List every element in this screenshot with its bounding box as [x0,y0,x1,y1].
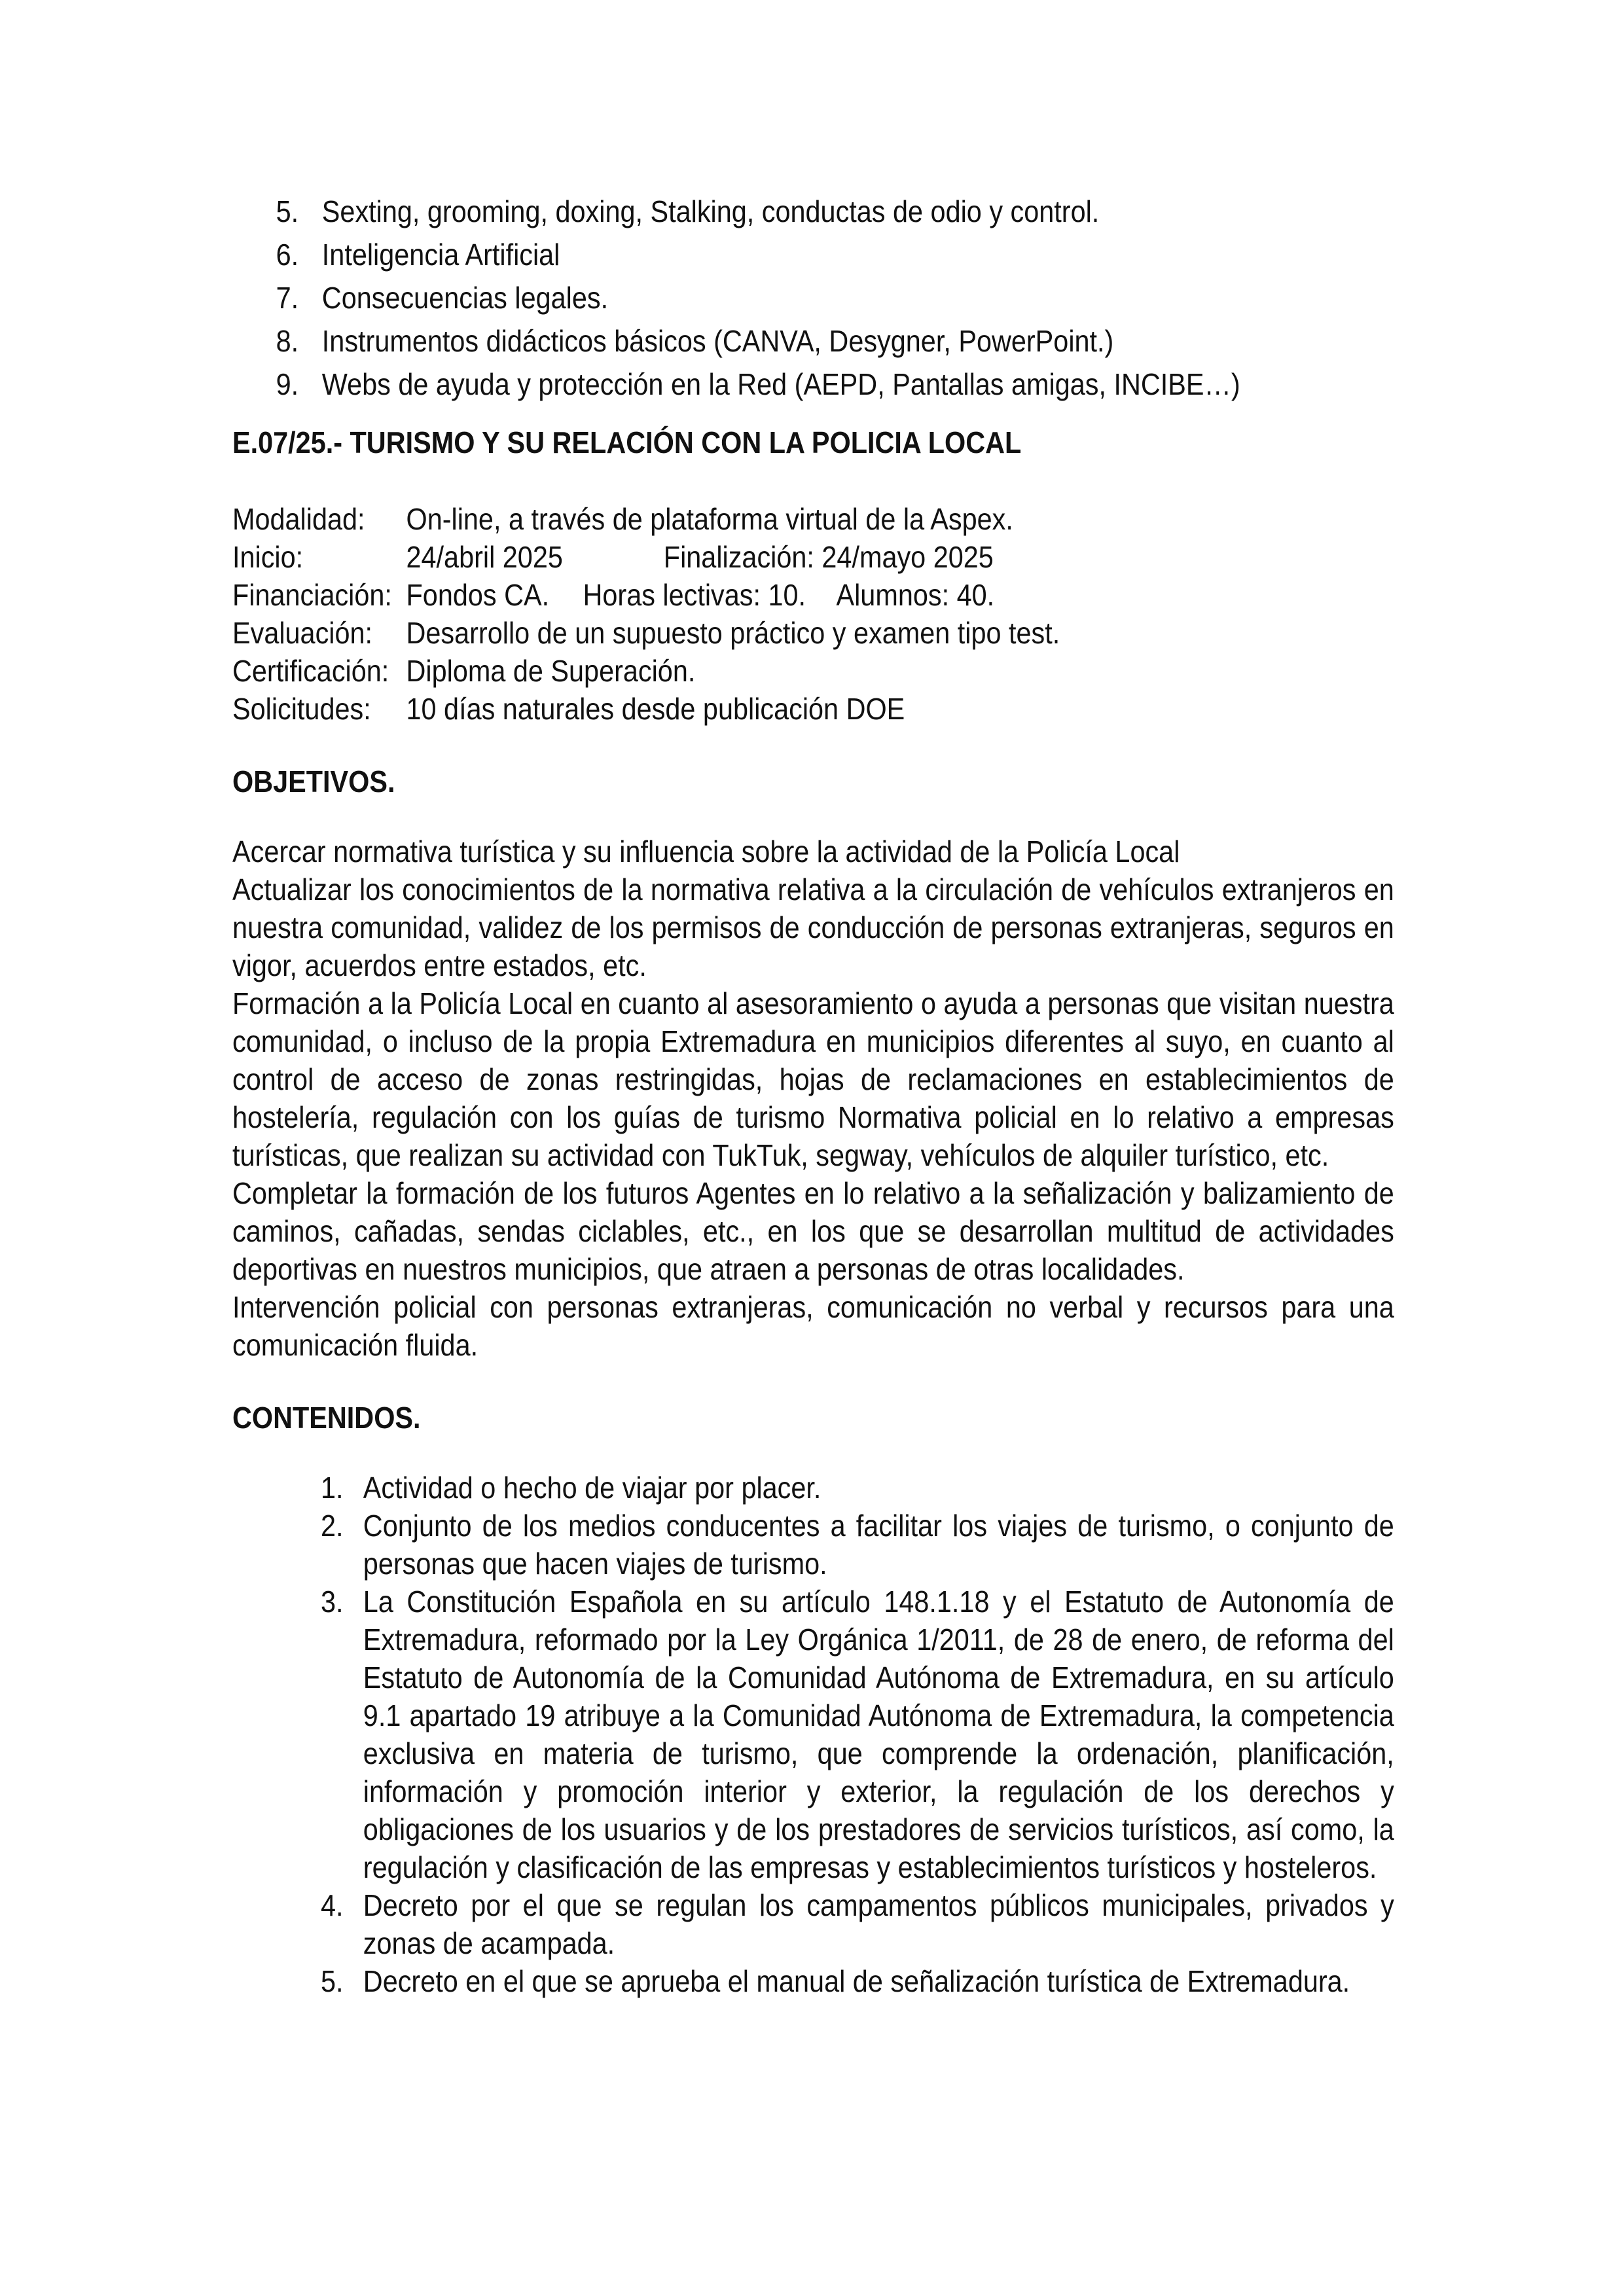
detail-value: On-line, a través de plataforma virtual de la Aspex. [406,502,1013,536]
detail-value: 10 días naturales desde publicación DOE [406,692,905,726]
objectives-heading: OBJETIVOS. [232,764,395,798]
list-item-number: 2. [321,1509,344,1543]
course-details [232,500,1394,728]
detail-label: Inicio: [232,540,304,574]
list-item-number: 7. [276,281,299,315]
detail-label: Evaluación: [232,616,373,650]
document-content [232,190,1394,2000]
detail-row-evaluacion [232,614,1394,652]
detail-value: Fondos CA. [406,578,550,612]
previous-course-contents-list [232,190,1394,406]
course-title: E.07/25.- TURISMO Y SU RELACIÓN CON LA POLICIA LOCAL [232,425,1022,459]
list-item [232,1962,1394,2000]
list-item [232,190,1394,233]
list-item-text: Conjunto de los medios conducentes a facilitar los viajes de turismo, o conjunto de personas que hacen viajes de turismo. [363,1509,1394,1581]
detail-label: Solicitudes: [232,692,371,726]
objective-paragraph: Completar la formación de los futuros Agentes en lo relativo a la señalización y balizamiento de caminos, cañadas, sendas ciclables, etc., en los que se desarrollan multitud de actividades deportivas en nuestros municipios, que atraen a personas de otras localidades. [232,1176,1394,1286]
detail-label: Financiación: [232,578,392,612]
list-item-number: 9. [276,367,299,401]
detail-row-solicitudes [232,690,1394,728]
detail-value: 24/abril 2025 [406,540,563,574]
list-item-text: Instrumentos didácticos básicos (CANVA, Desygner, PowerPoint.) [321,324,1114,358]
list-item [232,319,1394,363]
objective-paragraph: Actualizar los conocimientos de la normativa relativa a la circulación de vehículos extranjeros en nuestra comunidad, validez de los permisos de conducción de personas extranjeras, seguros en vigor, acuerdos entre estados, etc. [232,872,1394,982]
detail-row-inicio [232,538,1394,576]
list-item-text: Actividad o hecho de viajar por placer. [363,1471,821,1505]
detail-value: Desarrollo de un supuesto práctico y examen tipo test. [406,616,1060,650]
detail-label: Certificación: [232,654,389,688]
detail-value-alumnos: Alumnos: 40. [836,578,995,612]
list-item-text: Decreto en el que se aprueba el manual de señalización turística de Extremadura. [363,1964,1350,1998]
list-item-number: 5. [321,1964,344,1998]
list-item-number: 8. [276,324,299,358]
detail-row-modalidad [232,500,1394,538]
list-item [232,363,1394,406]
detail-row-financiacion [232,576,1394,614]
list-item-number: 4. [321,1888,344,1922]
list-item [232,1583,1394,1886]
list-item-number: 1. [321,1471,344,1505]
list-item-text: Consecuencias legales. [321,281,609,315]
list-item-number: 6. [276,238,299,272]
objective-paragraph: Acercar normativa turística y su influencia sobre la actividad de la Policía Local [232,834,1180,869]
contents-heading: CONTENIDOS. [232,1401,421,1435]
list-item-number: 5. [276,194,299,228]
detail-value-horas: Horas lectivas: 10. [583,578,806,612]
detail-value-finalizacion: Finalización: 24/mayo 2025 [663,540,994,574]
detail-label: Modalidad: [232,502,365,536]
list-item [232,1507,1394,1583]
contents-list [232,1469,1394,2000]
list-item [232,276,1394,319]
list-item-text: Decreto por el que se regulan los campamentos públicos municipales, privados y zonas de acampada. [363,1888,1394,1960]
objective-paragraph: Intervención policial con personas extranjeras, comunicación no verbal y recursos para una comunicación fluida. [232,1290,1394,1362]
detail-value: Diploma de Superación. [406,654,696,688]
list-item-number: 3. [321,1585,344,1619]
objectives-body [232,833,1394,1364]
list-item [232,1886,1394,1962]
detail-row-certificacion [232,652,1394,690]
list-item-text: Inteligencia Artificial [321,238,560,272]
objective-paragraph: Formación a la Policía Local en cuanto al asesoramiento o ayuda a personas que visitan nuestra comunidad, o incluso de la propia Extremadura en municipios diferentes al suyo, en cuanto al control de acceso de zonas restringidas, hojas de reclamaciones en establecimientos de hostelería, regulación con los guías de turismo Normativa policial en lo relativo a empresas turísticas, que realizan su actividad con TukTuk, segway, vehículos de alquiler turístico, etc. [232,986,1394,1172]
list-item [232,1469,1394,1507]
list-item-text: La Constitución Española en su artículo 148.1.18 y el Estatuto de Autonomía de Extremadura, reformado por la Ley Orgánica 1/2011, de 28 de enero, de reforma del Estatuto de Autonomía de la Comunidad Autónoma de Extremadura, en su artículo 9.1 apartado 19 atribuye a la Comunidad Autónoma de Extremadura, la competencia exclusiva en materia de turismo, que comprende la ordenación, planificación, información y promoción interior y exterior, la regulación de los derechos y obligaciones de los usuarios y de los prestadores de servicios turísticos, así como, la regulación y clasificación de las empresas y establecimientos turísticos y hosteleros. [363,1585,1394,1884]
list-item [232,233,1394,276]
list-item-text: Sexting, grooming, doxing, Stalking, conductas de odio y control. [321,194,1100,228]
list-item-text: Webs de ayuda y protección en la Red (AEPD, Pantallas amigas, INCIBE…) [321,367,1240,401]
